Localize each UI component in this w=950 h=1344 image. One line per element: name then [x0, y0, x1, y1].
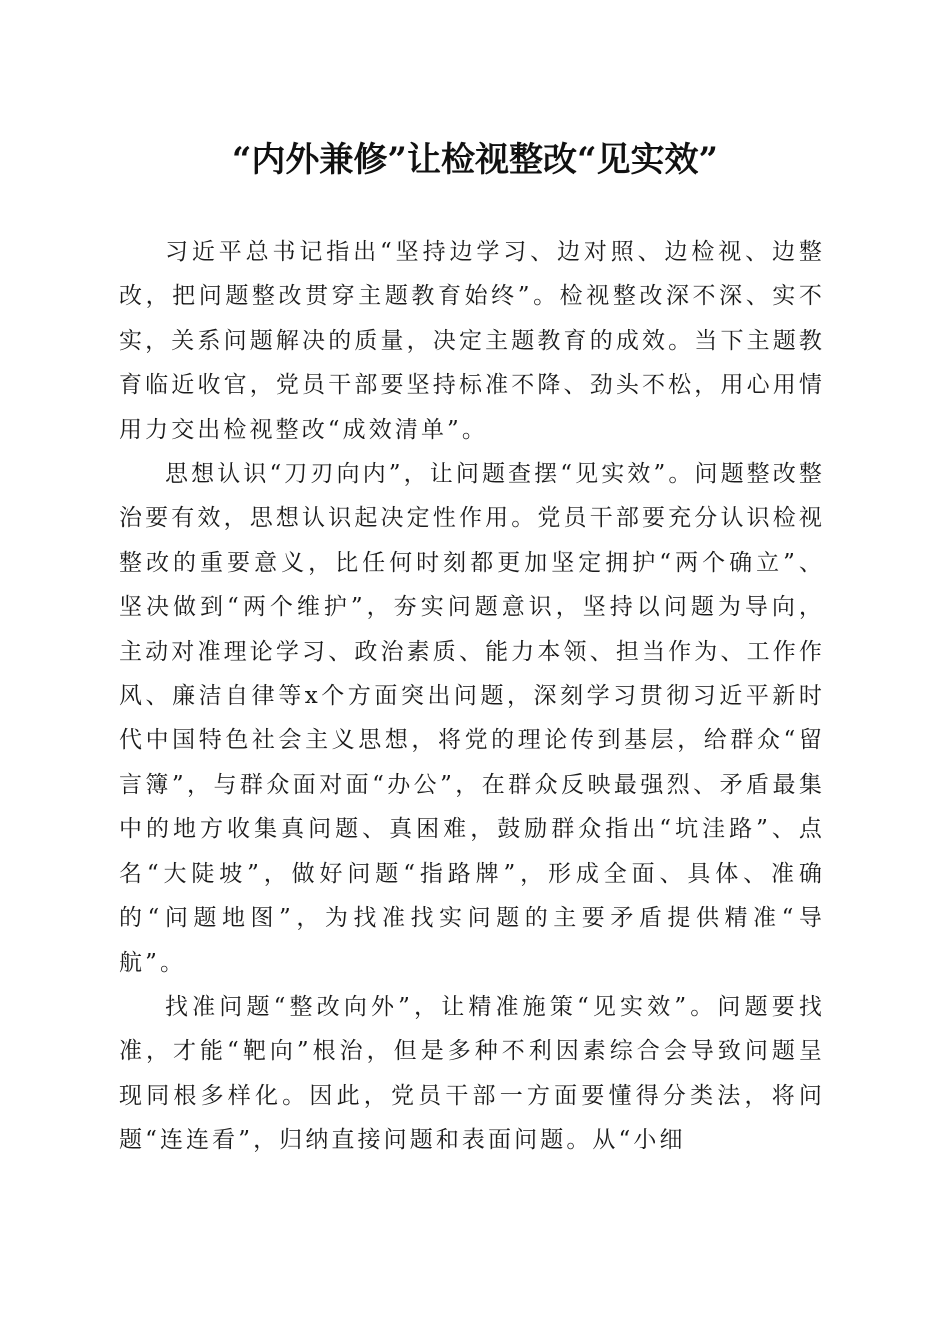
document-body: [119, 230, 825, 1163]
document-title: “内外兼修”让检视整改“见实效”: [231, 140, 719, 180]
paragraph: 习近平总书记指出“坚持边学习、边对照、边检视、边整改，把问题整改贯穿主题教育始终”。检视整改深不深、实不实，关系问题解决的质量，决定主题教育的成效。当下主题教育临近收官，党员干部要坚持标准不降、劲头不松，用心用情用力交出检视整改“成效清单”。: [119, 239, 825, 443]
paragraph: 找准问题“整改向外”，让精准施策“见实效”。问题要找准，才能“靶向”根治，但是多种不利因素综合会导致问题呈现同根多样化。因此，党员干部一方面要懂得分类法，将问题“连连看”，归纳直接问题和表面问题。从“小细: [119, 993, 825, 1154]
paragraph: 思想认识“刀刃向内”，让问题查摆“见实效”。问题整改整治要有效，思想认识起决定性作用。党员干部要充分认识检视整改的重要意义，比任何时刻都更加坚定拥护“两个确立”、坚决做到“两个维护”，夯实问题意识，坚持以问题为导向，主动对准理论学习、政治素质、能力本领、担当作为、工作作风、廉洁自律等x个方面突出问题，深刻学习贯彻习近平新时代中国特色社会主义思想，将党的理论传到基层，给群众“留言簿”，与群众面对面“办公”，在群众反映最强烈、矛盾最集中的地方收集真问题、真困难，鼓励群众指出“坑洼路”、点名“大陡坡”，做好问题“指路牌”，形成全面、具体、准确的“问题地图”，为找准找实问题的主要矛盾提供精准“导航”。: [119, 461, 825, 976]
